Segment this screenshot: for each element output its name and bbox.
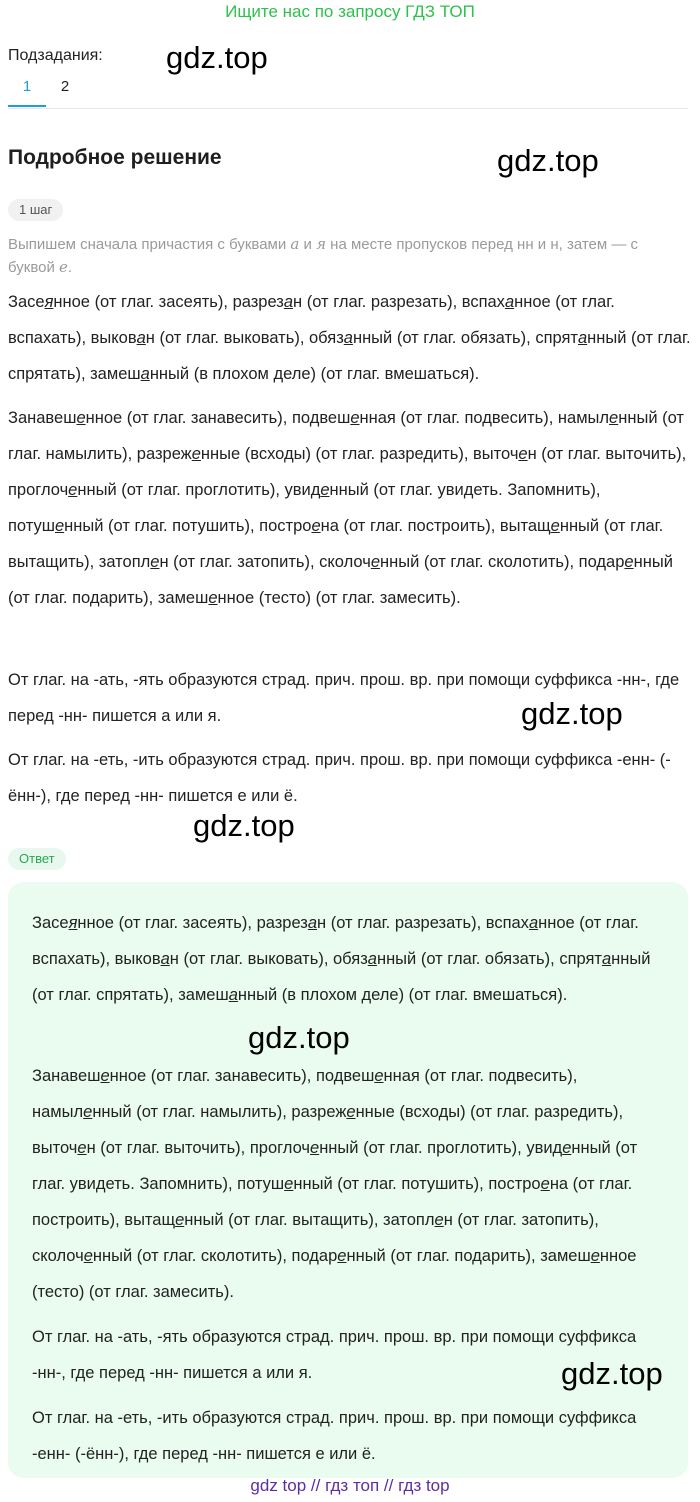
missing-letter: а bbox=[228, 986, 238, 1004]
missing-letter: е bbox=[337, 1247, 347, 1265]
watermark: gdz.top bbox=[521, 696, 623, 731]
missing-letter: е bbox=[54, 517, 65, 535]
solution-paragraph: Засеянное (от глаг. засеять), разрезан (от глаг. разрезать), вспаханное (от глаг. вспахать), выкован (от глаг. выковать), обязанный (от глаг. обязать), спрятанный (от глаг. спрятать), замешанный (в плохом деле) (от глаг. вмешаться). bbox=[8, 293, 691, 383]
subtasks-label: Подзадания: bbox=[8, 47, 103, 64]
missing-letter: е bbox=[350, 409, 360, 427]
answer-paragraph: От глаг. на -ать, -ять образуются страд. прич. прош. вр. при помощи суффикса -нн-, где перед -нн- пишется а или я. bbox=[32, 1328, 637, 1382]
solution-paragraph: От глаг. на -ать, -ять образуются страд. прич. прош. вр. при помощи суффикса -нн-, где перед -нн- пишется а или я. bbox=[8, 671, 680, 725]
solution-note: Выпишем сначала причастия с буквами а и я на месте пропусков перед нн и н, затем — с буквой е. bbox=[8, 235, 639, 276]
step-badge: 1 шаг bbox=[8, 199, 63, 221]
missing-letter: е bbox=[540, 1175, 550, 1193]
missing-letter: е bbox=[284, 1175, 294, 1193]
footer-links: gdz top // гдз топ // гдз top bbox=[250, 1476, 450, 1495]
answer-badge: Ответ bbox=[8, 848, 66, 870]
missing-letter: е bbox=[320, 481, 330, 499]
missing-letter: а bbox=[283, 293, 294, 311]
search-banner: Ищите нас по запросу ГДЗ ТОП bbox=[225, 2, 475, 21]
watermark: gdz.top bbox=[561, 1356, 663, 1391]
missing-letter: а bbox=[504, 293, 515, 311]
missing-letter: я bbox=[68, 914, 78, 932]
missing-letter: е bbox=[68, 481, 78, 499]
missing-letter: е bbox=[624, 553, 634, 571]
tab-subtask-2[interactable]: 2 bbox=[60, 78, 70, 95]
missing-letter: а bbox=[528, 914, 539, 932]
answer-paragraph: Засеянное (от глаг. засеять), разрезан (от глаг. разрезать), вспаханное (от глаг. вспахать), выкован (от глаг. выковать), обязанный (от глаг. обязать), спрятанный (от глаг. спрятать), замешанный (в плохом деле) (от глаг. вмешаться). bbox=[32, 914, 651, 1004]
missing-letter: е bbox=[311, 517, 321, 535]
missing-letter: е bbox=[550, 517, 560, 535]
solution-paragraph: Занавешенное (от глаг. занавесить), подвешенная (от глаг. подвесить), намыленный (от глаг. намылить), разреженные (всходы) (от глаг. разредить), выточен (от глаг. выточить), проглоченный (от глаг. проглотить), увиденный (от глаг. увидеть. Запомнить), потушенный (от глаг. потушить), построена (от глаг. построить), вытащенный (от глаг. вытащить), затоплен (от глаг. затопить), сколоченный (от глаг. сколотить), подаренный (от глаг. подарить), замешенное (тесто) (от глаг. замесить). bbox=[8, 409, 687, 607]
watermark: gdz.top bbox=[248, 1020, 350, 1055]
missing-letter: е bbox=[590, 1247, 600, 1265]
subtask-tabs bbox=[8, 78, 84, 107]
answer-paragraph: От глаг. на -еть, -ить образуются страд. прич. прош. вр. при помощи суффикса -енн- (-ённ-), где перед -нн- пишется е или ё. bbox=[32, 1409, 637, 1463]
missing-letter: е bbox=[175, 1211, 185, 1229]
missing-letter: е bbox=[83, 1247, 93, 1265]
missing-letter: е bbox=[100, 1067, 110, 1085]
missing-letter: е bbox=[562, 1139, 572, 1157]
missing-letter: е bbox=[76, 409, 86, 427]
missing-letter: а bbox=[367, 950, 377, 968]
missing-letter: е bbox=[77, 1139, 87, 1157]
solution-title: Подробное решение bbox=[8, 146, 222, 169]
missing-letter: е bbox=[434, 1211, 444, 1229]
missing-letter: е bbox=[518, 445, 528, 463]
answer-paragraph: Занавешенное (от глаг. занавесить), подвешенная (от глаг. подвесить), намыленный (от глаг. намылить), разреженные (всходы) (от глаг. разредить), выточен (от глаг. выточить), проглоченный (от глаг. проглотить), увиденный (от глаг. увидеть. Запомнить), потушенный (от глаг. потушить), построена (от глаг. построить), вытащенный (от глаг. вытащить), затоплен (от глаг. затопить), сколоченный (от глаг. сколотить), подаренный (от глаг. подарить), замешенное (тесто) (от глаг. замесить). bbox=[32, 1067, 638, 1301]
watermark: gdz.top bbox=[497, 143, 599, 178]
missing-letter: а bbox=[307, 914, 318, 932]
solution-paragraph: От глаг. на -еть, -ить образуются страд. прич. прош. вр. при помощи суффикса -енн- (-ённ-), где перед -нн- пишется е или ё. bbox=[8, 751, 671, 805]
missing-letter: а bbox=[160, 950, 170, 968]
missing-letter: а bbox=[577, 329, 588, 347]
missing-letter: е bbox=[374, 1067, 384, 1085]
tab-subtask-1[interactable]: 1 bbox=[8, 78, 46, 107]
missing-letter: е bbox=[370, 553, 381, 571]
missing-letter: а bbox=[343, 329, 353, 347]
missing-letter: е bbox=[208, 589, 218, 607]
missing-letter: е bbox=[609, 409, 619, 427]
missing-letter: е bbox=[83, 1103, 93, 1121]
watermark: gdz.top bbox=[166, 40, 268, 75]
missing-letter: е bbox=[310, 1139, 320, 1157]
missing-letter: я bbox=[44, 293, 54, 311]
missing-letter: е bbox=[346, 1103, 356, 1121]
missing-letter: е bbox=[150, 553, 160, 571]
missing-letter: а bbox=[601, 950, 612, 968]
watermark: gdz.top bbox=[193, 808, 295, 843]
divider bbox=[8, 108, 688, 109]
missing-letter: а bbox=[136, 329, 146, 347]
missing-letter: а bbox=[140, 365, 150, 383]
missing-letter: е bbox=[191, 445, 201, 463]
